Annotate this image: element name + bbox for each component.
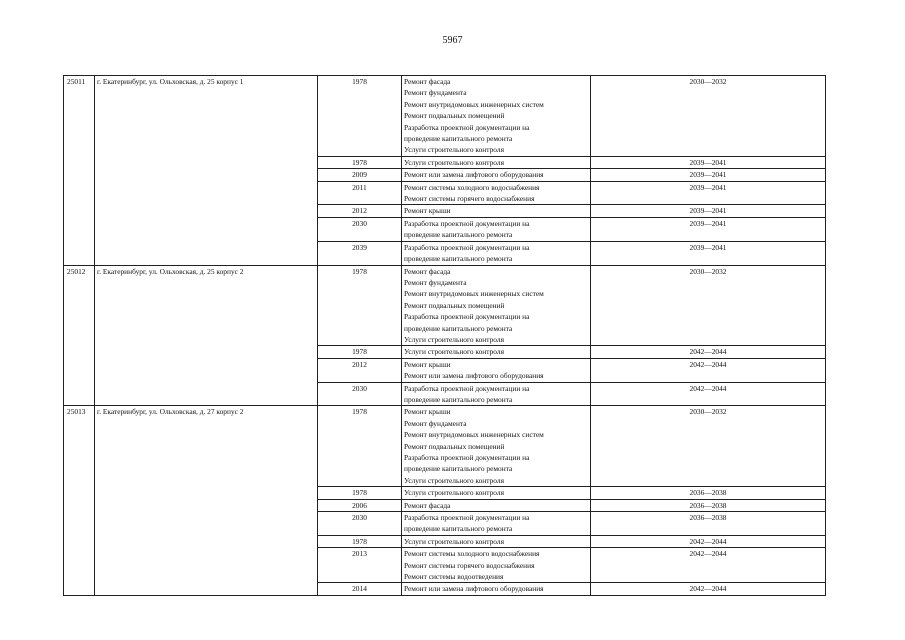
planned-period: 2039—2041 [591, 181, 826, 205]
work-types [402, 358, 591, 382]
repair-year: 1978 [318, 535, 402, 547]
planned-period: 2030—2032 [591, 265, 826, 346]
planned-period: 2039—2041 [591, 205, 826, 217]
work-type-item: Услуги строительного контроля [404, 347, 504, 357]
work-types [402, 205, 591, 217]
work-type-item: Ремонт внутридомовых инженерных систем [404, 430, 544, 440]
work-type-item: Услуги строительного контроля [404, 157, 504, 167]
work-types [402, 583, 591, 595]
planned-period: 2039—2041 [591, 241, 826, 265]
planned-period: 2039—2041 [591, 169, 826, 181]
work-type-item: проведение капитального ремонта [404, 394, 513, 404]
register-number: 25013 [64, 406, 95, 596]
work-type-item: Ремонт или замена лифтового оборудования [404, 170, 544, 180]
work-type-item: Разработка проектной документации на [404, 383, 530, 393]
work-types [402, 548, 591, 583]
planned-period: 2042—2044 [591, 358, 826, 382]
work-type-item: Услуги строительного контроля [404, 334, 504, 344]
repair-year: 2013 [318, 548, 402, 583]
work-type-item: проведение капитального ремонта [404, 230, 513, 240]
work-type-item: проведение капитального ремонта [404, 254, 513, 264]
work-type-item: Ремонт фундамента [404, 418, 467, 428]
work-type-item: проведение капитального ремонта [404, 323, 513, 333]
repair-year: 2012 [318, 358, 402, 382]
work-type-item: Ремонт системы холодного водоснабжения [404, 549, 540, 559]
work-type-item: Услуги строительного контроля [404, 145, 504, 155]
planned-period: 2039—2041 [591, 217, 826, 241]
repair-year: 2012 [318, 205, 402, 217]
work-type-item: Ремонт системы холодного водоснабжения [404, 182, 540, 192]
planned-period: 2042—2044 [591, 548, 826, 583]
planned-period: 2039—2041 [591, 156, 826, 168]
work-type-item: проведение капитального ремонта [404, 464, 513, 474]
repair-year: 2039 [318, 241, 402, 265]
work-type-item: Разработка проектной документации на [404, 312, 530, 322]
repair-year: 2011 [318, 181, 402, 205]
planned-period: 2036—2038 [591, 499, 826, 511]
work-types [402, 487, 591, 499]
building-address: г. Екатеринбург, ул. Ольховская, д. 25 корпус 2 [95, 265, 318, 406]
work-types [402, 217, 591, 241]
work-type-item: Разработка проектной документации на [404, 453, 530, 462]
work-types [402, 76, 591, 157]
repair-year: 2009 [318, 169, 402, 181]
work-types [402, 169, 591, 181]
work-type-item: Ремонт системы горячего водоснабжения [404, 560, 535, 570]
repair-year: 1978 [318, 346, 402, 358]
work-type-item: Ремонт фундамента [404, 88, 467, 98]
work-type-item: Ремонт или замена лифтового оборудования [404, 371, 544, 381]
work-type-item: Ремонт или замена лифтового оборудования [404, 584, 544, 594]
register-number: 25012 [64, 265, 95, 406]
work-type-item: Ремонт крыши [404, 359, 451, 369]
planned-period: 2030—2032 [591, 76, 826, 157]
planned-period: 2042—2044 [591, 535, 826, 547]
work-type-item: Разработка проектной документации на [404, 122, 530, 132]
work-types [402, 241, 591, 265]
repair-year: 2006 [318, 499, 402, 511]
planned-period: 2036—2038 [591, 512, 826, 536]
work-types [402, 406, 591, 487]
work-types [402, 346, 591, 358]
work-types [402, 181, 591, 205]
work-type-item: Ремонт фундамента [404, 277, 467, 287]
work-types [402, 265, 591, 346]
planned-period: 2036—2038 [591, 487, 826, 499]
page-number: 5967 [442, 35, 463, 46]
planned-period: 2042—2044 [591, 583, 826, 595]
work-type-item: Услуги строительного контроля [404, 475, 504, 485]
work-type-item: Ремонт крыши [404, 407, 451, 417]
planned-period: 2030—2032 [591, 406, 826, 487]
work-types [402, 156, 591, 168]
work-type-item: Ремонт фасада [404, 500, 451, 510]
repair-year: 2014 [318, 583, 402, 595]
work-types [402, 382, 591, 406]
work-type-item: Ремонт внутридомовых инженерных систем [404, 289, 544, 299]
planned-period: 2042—2044 [591, 346, 826, 358]
building-address: г. Екатеринбург, ул. Ольховская, д. 25 корпус 1 [95, 76, 318, 266]
repair-year: 1978 [318, 265, 402, 346]
work-type-item: проведение капитального ремонта [404, 134, 513, 144]
work-types [402, 499, 591, 511]
planned-period: 2042—2044 [591, 382, 826, 406]
repair-year: 1978 [318, 406, 402, 487]
repair-year: 1978 [318, 487, 402, 499]
table-row [64, 76, 826, 157]
work-type-item: Ремонт подвальных помещений [404, 111, 505, 121]
work-type-item: Ремонт фасада [404, 266, 451, 276]
work-type-item: Разработка проектной документации на [404, 242, 530, 252]
work-type-item: Ремонт подвальных помещений [404, 300, 505, 310]
work-type-item: Ремонт системы водоотведения [404, 572, 504, 582]
table-row [64, 265, 826, 346]
work-types [402, 512, 591, 536]
repair-year: 1978 [318, 156, 402, 168]
repair-year: 2030 [318, 382, 402, 406]
capital-repair-table [63, 75, 826, 596]
work-type-item: Разработка проектной документации на [404, 218, 530, 228]
work-type-item: Разработка проектной документации на [404, 513, 530, 523]
work-type-item: Услуги строительного контроля [404, 536, 504, 546]
work-type-item: Услуги строительного контроля [404, 488, 504, 498]
building-address: г. Екатеринбург, ул. Ольховская, д. 27 корпус 2 [95, 406, 318, 596]
register-number: 25011 [64, 76, 95, 266]
work-type-item: Ремонт внутридомовых инженерных систем [404, 99, 544, 109]
work-type-item: Ремонт крыши [404, 206, 451, 216]
repair-year: 1978 [318, 76, 402, 157]
repair-year: 2030 [318, 512, 402, 536]
work-type-item: проведение капитального ремонта [404, 524, 513, 534]
repair-year: 2030 [318, 217, 402, 241]
table-row [64, 406, 826, 487]
work-type-item: Ремонт фасада [404, 77, 451, 86]
work-types [402, 535, 591, 547]
work-type-item: Ремонт системы горячего водоснабжения [404, 194, 535, 204]
work-type-item: Ремонт подвальных помещений [404, 441, 505, 451]
